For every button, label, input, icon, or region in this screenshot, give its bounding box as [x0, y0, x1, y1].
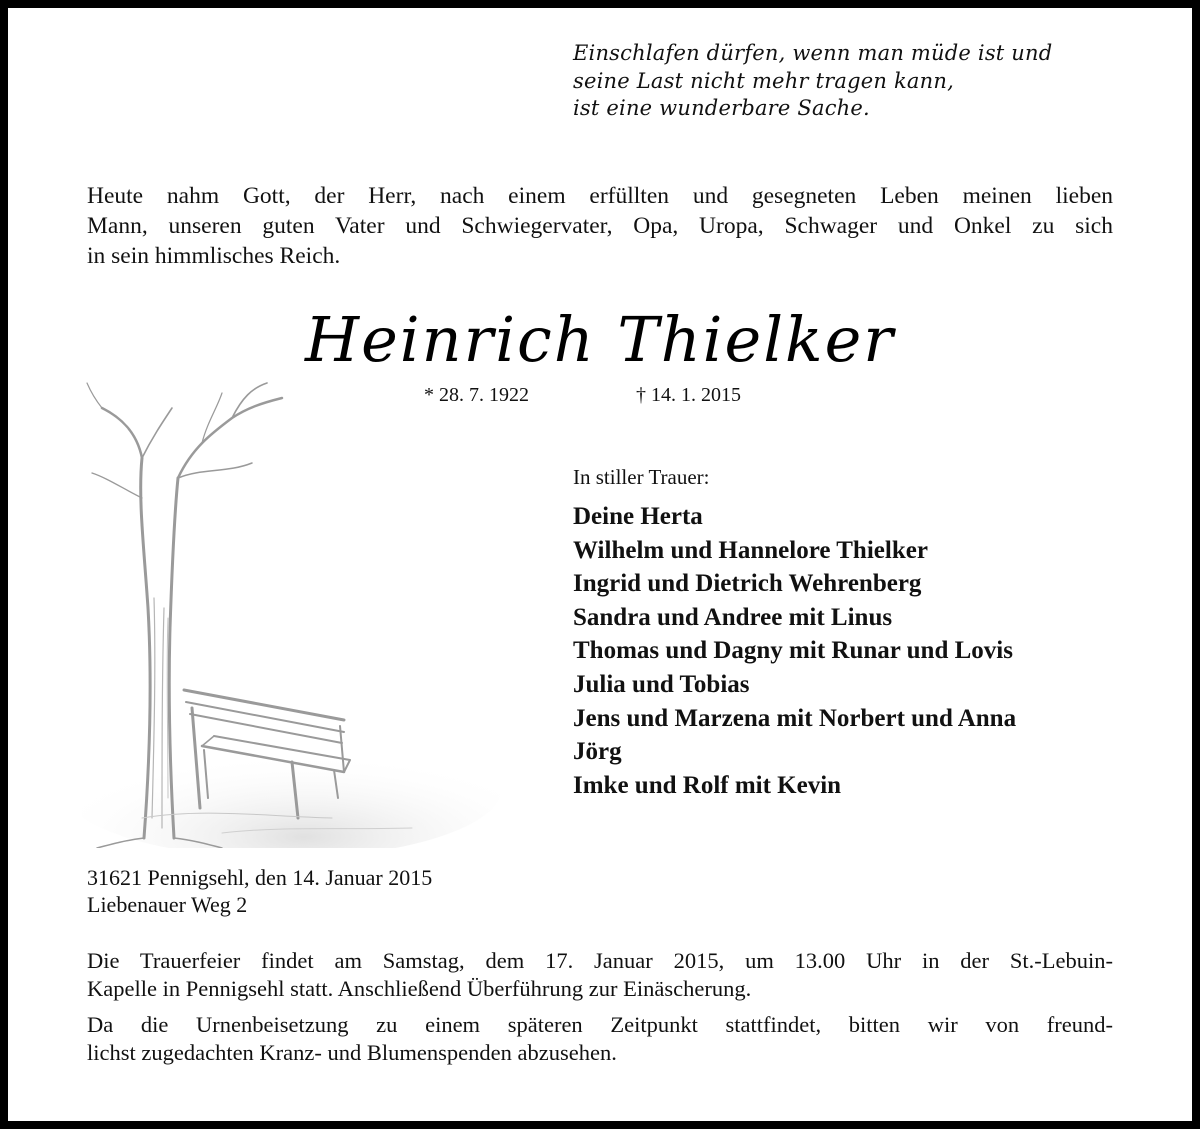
death-date: † 14. 1. 2015	[636, 384, 741, 406]
quote-line-2: seine Last nicht mehr tragen kann,	[573, 68, 954, 93]
birth-date: * 28. 7. 1922	[424, 384, 529, 406]
intro-line-3: in sein himmlisches Reich.	[87, 243, 341, 269]
intro-line-1: Heute nahm Gott, der Herr, nach einem erfüllten und gesegneten Leben meinen lieben	[87, 183, 1113, 209]
funeral-line-1: Die Trauerfeier findet am Samstag, dem 17. Januar 2015, um 13.00 Uhr in der St.-Lebuin-	[87, 948, 1113, 973]
funeral-notice	[87, 947, 1113, 1003]
mourner-name: Imke und Rolf mit Kevin	[573, 771, 842, 799]
urn-line-1: Da die Urnenbeisetzung zu einem späteren Zeitpunkt stattfindet, bitten wir von freund-	[87, 1012, 1113, 1037]
mourner-name: Jens und Marzena mit Norbert und Anna	[573, 704, 1017, 732]
deceased-name: Heinrich Thielker	[305, 303, 895, 376]
mourner-name: Wilhelm und Hannelore Thielker	[573, 536, 928, 564]
mourner-name: Sandra und Andree mit Linus	[573, 603, 893, 631]
street-address: Liebenauer Weg 2	[87, 892, 248, 917]
funeral-line-2: Kapelle in Pennigsehl statt. Anschließend Überführung zur Einäscherung.	[87, 976, 752, 1001]
place-and-date: 31621 Pennigsehl, den 14. Januar 2015	[87, 865, 433, 890]
tree-and-bench-sketch-icon	[82, 378, 502, 848]
mourners-list	[573, 500, 1163, 802]
mourning-label: In stiller Trauer:	[573, 465, 710, 489]
intro-line-2: Mann, unseren guten Vater und Schwiegervater, Opa, Uropa, Schwager und Onkel zu sich	[87, 213, 1113, 239]
mourner-name: Jörg	[573, 738, 622, 766]
address-block	[87, 864, 432, 918]
mourner-name: Ingrid und Dietrich Wehrenberg	[573, 570, 922, 598]
mourner-name: Thomas und Dagny mit Runar und Lovis	[573, 637, 1013, 665]
quote-line-3: ist eine wunderbare Sache.	[573, 96, 870, 120]
intro-paragraph	[87, 181, 1113, 271]
urn-burial-notice	[87, 1011, 1113, 1067]
quote-line-1: Einschlafen dürfen, wenn man müde ist und	[573, 41, 1053, 65]
urn-line-2: lichst zugedachten Kranz- und Blumenspenden abzusehen.	[87, 1040, 617, 1065]
quote-block	[573, 40, 1133, 123]
mourner-name: Julia und Tobias	[573, 670, 750, 698]
mourner-name: Deine Herta	[573, 503, 703, 530]
